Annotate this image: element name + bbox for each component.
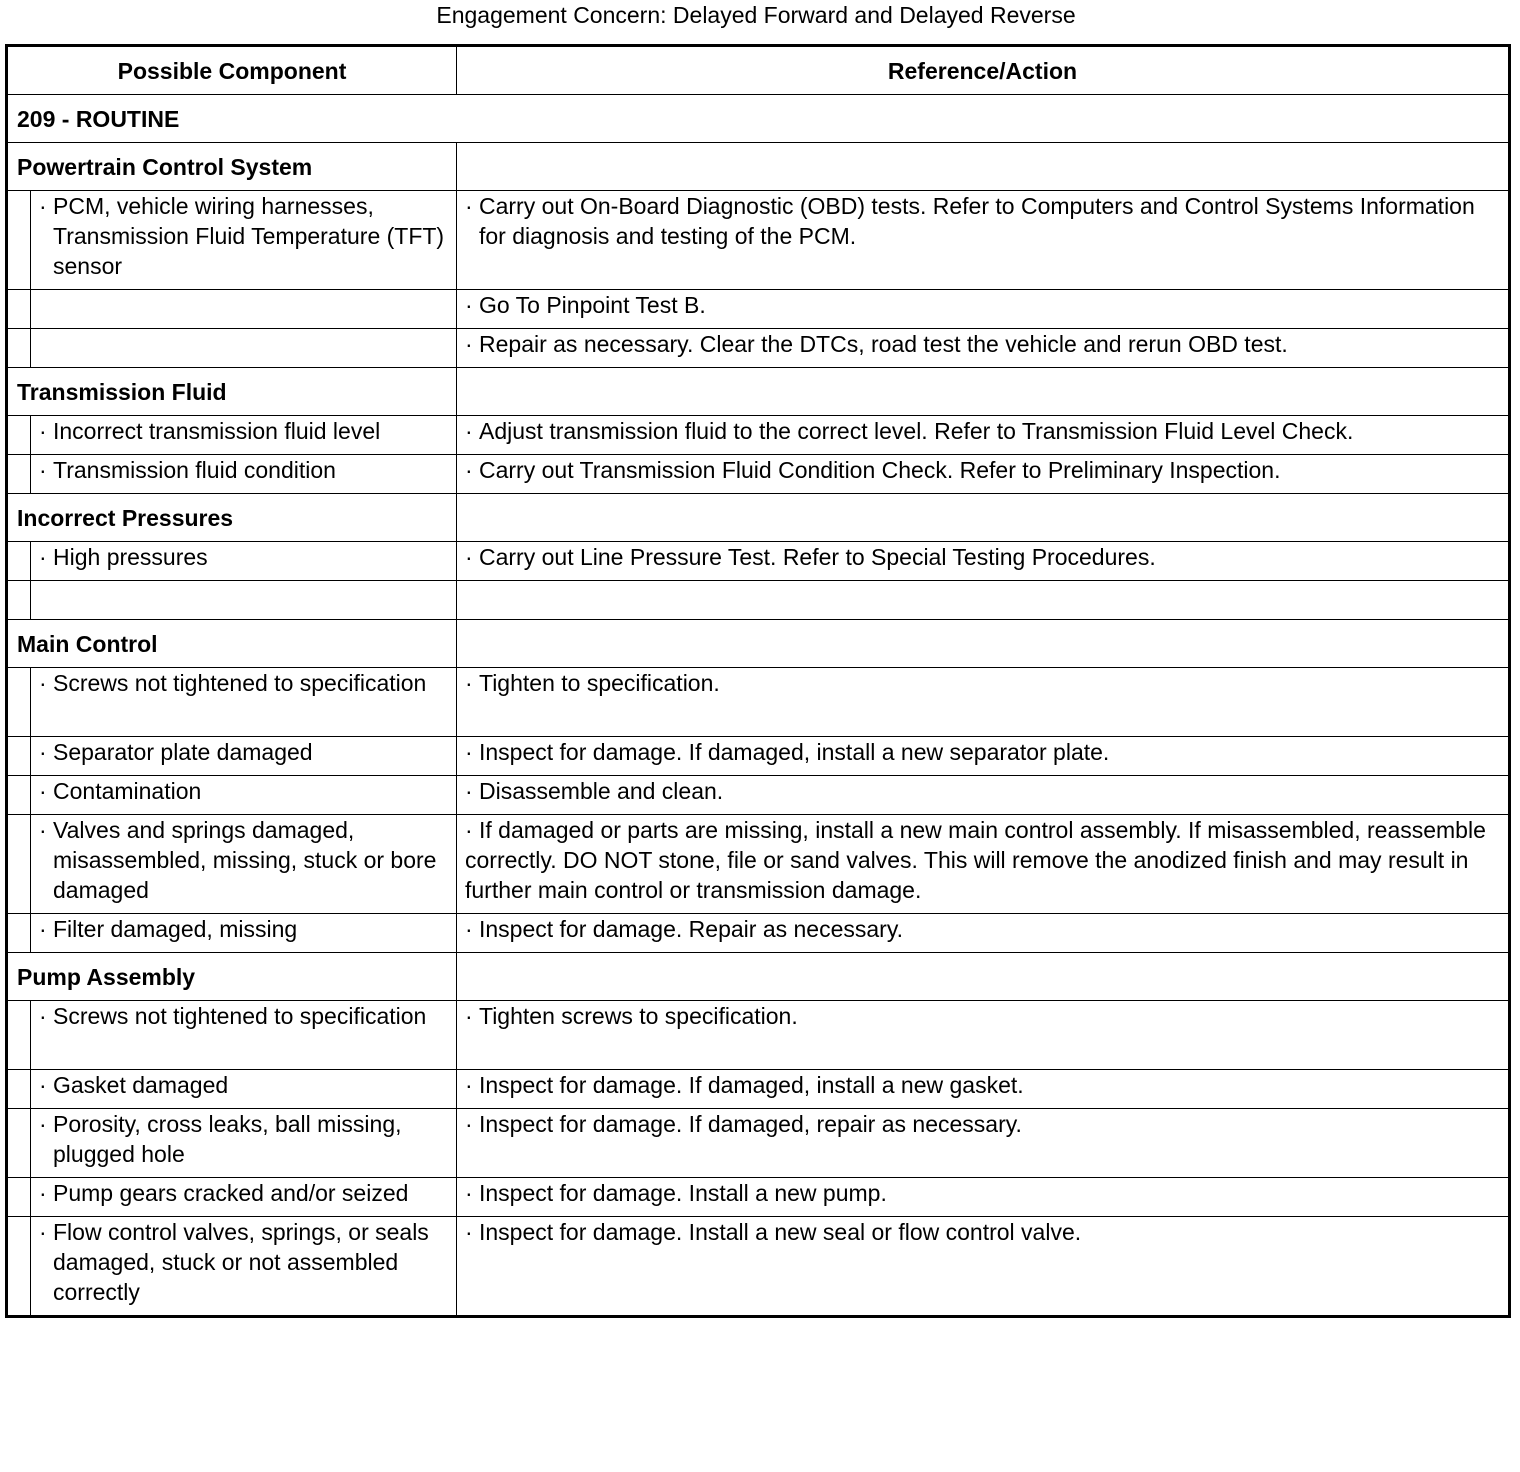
- action-item: [465, 1217, 1500, 1247]
- action-item: [465, 815, 1500, 905]
- action-cell: [457, 914, 1510, 953]
- bullet-dot: ·: [465, 1180, 473, 1206]
- action-item: [465, 542, 1500, 572]
- action-item: [465, 191, 1500, 251]
- table-row: [7, 542, 1510, 581]
- bullet-dot: ·: [39, 670, 47, 696]
- action-text: Inspect for damage. Install a new seal or flow control valve.: [479, 1219, 1082, 1245]
- table-row: [7, 1070, 1510, 1109]
- component-cell: [31, 581, 457, 620]
- component-item: [39, 1109, 448, 1169]
- action-text: Disassemble and clean.: [479, 778, 724, 804]
- component-item: [39, 455, 448, 485]
- action-text: Carry out Transmission Fluid Condition Check. Refer to Preliminary Inspection.: [479, 457, 1281, 483]
- indent-cell: [7, 329, 31, 368]
- action-cell: [457, 815, 1510, 914]
- action-cell: [457, 1178, 1510, 1217]
- indent-cell: [7, 416, 31, 455]
- group-row-incorrect-pressures: [7, 494, 1510, 542]
- component-item: [39, 542, 448, 572]
- component-cell: [31, 668, 457, 737]
- bullet-dot: ·: [465, 544, 473, 570]
- table-row: [7, 1178, 1510, 1217]
- action-item: [465, 1109, 1500, 1139]
- table-row: [7, 329, 1510, 368]
- component-cell: [31, 815, 457, 914]
- action-cell: [457, 191, 1510, 290]
- action-cell: [457, 329, 1510, 368]
- indent-cell: [7, 581, 31, 620]
- table-row: [7, 1109, 1510, 1178]
- bullet-dot: ·: [465, 331, 473, 357]
- indent-cell: [7, 542, 31, 581]
- header-row: [7, 46, 1510, 95]
- indent-cell: [7, 455, 31, 494]
- action-item: [465, 290, 1500, 320]
- component-item: [39, 191, 448, 281]
- bullet-dot: ·: [39, 778, 47, 804]
- table-row: [7, 455, 1510, 494]
- table-row: [7, 191, 1510, 290]
- component-item: [39, 737, 448, 767]
- table-row: [7, 737, 1510, 776]
- action-text: Carry out On-Board Diagnostic (OBD) tests. Refer to Computers and Control Systems Information for diagnosis and testing of the PCM.: [479, 193, 1475, 249]
- bullet-dot: ·: [39, 1219, 47, 1245]
- indent-cell: [7, 1109, 31, 1178]
- component-cell: [31, 542, 457, 581]
- component-text: Porosity, cross leaks, ball missing, plugged hole: [53, 1111, 402, 1167]
- component-item: [39, 1070, 448, 1100]
- component-text: Incorrect transmission fluid level: [53, 418, 381, 444]
- action-cell: [457, 1109, 1510, 1178]
- component-cell: [31, 191, 457, 290]
- action-cell: [457, 542, 1510, 581]
- bullet-dot: ·: [39, 739, 47, 765]
- action-item: [465, 455, 1500, 485]
- indent-cell: [7, 191, 31, 290]
- action-item: [465, 1178, 1500, 1208]
- group-spacer: [457, 620, 1510, 668]
- table-row: [7, 668, 1510, 737]
- table-row: [7, 914, 1510, 953]
- table-caption: Engagement Concern: Delayed Forward and Delayed Reverse: [436, 2, 1076, 28]
- bullet-dot: ·: [465, 1003, 473, 1029]
- bullet-dot: ·: [465, 457, 473, 483]
- component-cell: [31, 290, 457, 329]
- group-spacer: [457, 143, 1510, 191]
- component-item: [39, 668, 448, 698]
- component-cell: [31, 1217, 457, 1317]
- indent-cell: [7, 815, 31, 914]
- component-text: Transmission fluid condition: [53, 457, 336, 483]
- action-text: Inspect for damage. If damaged, repair as necessary.: [479, 1111, 1022, 1137]
- component-cell: [31, 737, 457, 776]
- action-item: [465, 329, 1500, 359]
- action-text: Inspect for damage. Repair as necessary.: [479, 916, 904, 942]
- component-text: Flow control valves, springs, or seals damaged, stuck or not assembled correctly: [53, 1219, 429, 1305]
- bullet-dot: ·: [465, 670, 473, 696]
- action-cell: [457, 416, 1510, 455]
- group-spacer: [457, 953, 1510, 1001]
- component-text: Valves and springs damaged, misassembled, missing, stuck or bore damaged: [53, 817, 437, 903]
- component-item: [39, 416, 448, 446]
- component-text: Pump gears cracked and/or seized: [53, 1180, 409, 1206]
- component-item: [39, 1001, 448, 1031]
- component-text: Screws not tightened to specification: [53, 670, 427, 696]
- component-text: PCM, vehicle wiring harnesses, Transmission Fluid Temperature (TFT) sensor: [53, 193, 445, 279]
- action-item: [465, 776, 1500, 806]
- bullet-dot: ·: [465, 778, 473, 804]
- indent-cell: [7, 914, 31, 953]
- group-title: Transmission Fluid: [7, 368, 457, 416]
- action-cell: [457, 776, 1510, 815]
- indent-cell: [7, 1178, 31, 1217]
- component-item: [39, 1217, 448, 1307]
- bullet-dot: ·: [39, 418, 47, 444]
- bullet-dot: ·: [39, 1111, 47, 1137]
- indent-cell: [7, 1001, 31, 1070]
- component-item: [39, 1178, 448, 1208]
- component-cell: [31, 455, 457, 494]
- action-item: [465, 1070, 1500, 1100]
- bullet-dot: ·: [39, 1072, 47, 1098]
- action-text: If damaged or parts are missing, install a new main control assembly. If misassembled, reassemble correctly. DO NOT stone, file or sand valves. This will remove the anodized finish and may result in further main control or transmission damage.: [465, 817, 1486, 903]
- component-text: Separator plate damaged: [53, 739, 313, 765]
- action-cell: [457, 290, 1510, 329]
- table-row: [7, 815, 1510, 914]
- bullet-dot: ·: [465, 916, 473, 942]
- group-spacer: [457, 494, 1510, 542]
- bullet-dot: ·: [465, 1072, 473, 1098]
- action-text: Go To Pinpoint Test B.: [479, 292, 706, 318]
- component-cell: [31, 329, 457, 368]
- indent-cell: [7, 290, 31, 329]
- component-text: Contamination: [53, 778, 202, 804]
- table-row: [7, 1217, 1510, 1317]
- group-row-main-control: [7, 620, 1510, 668]
- section-title: 209 - ROUTINE: [7, 95, 1510, 143]
- group-row-pump-assembly: [7, 953, 1510, 1001]
- header-possible-component: Possible Component: [7, 46, 457, 95]
- bullet-dot: ·: [39, 916, 47, 942]
- component-text: High pressures: [53, 544, 208, 570]
- action-cell: [457, 668, 1510, 737]
- action-text: Tighten screws to specification.: [479, 1003, 798, 1029]
- indent-cell: [7, 737, 31, 776]
- component-text: Gasket damaged: [53, 1072, 229, 1098]
- bullet-dot: ·: [39, 1003, 47, 1029]
- group-title: Pump Assembly: [7, 953, 457, 1001]
- action-text: Tighten to specification.: [479, 670, 720, 696]
- component-item: [39, 815, 448, 905]
- component-cell: [31, 1070, 457, 1109]
- bullet-dot: ·: [39, 1180, 47, 1206]
- bullet-dot: ·: [465, 739, 473, 765]
- bullet-dot: ·: [39, 457, 47, 483]
- bullet-dot: ·: [465, 292, 473, 318]
- bullet-dot: ·: [465, 1219, 473, 1245]
- action-text: Inspect for damage. If damaged, install a new separator plate.: [479, 739, 1110, 765]
- group-title: Main Control: [7, 620, 457, 668]
- component-item: [39, 776, 448, 806]
- action-item: [465, 416, 1500, 446]
- header-reference-action: Reference/Action: [457, 46, 1510, 95]
- component-text: Filter damaged, missing: [53, 916, 298, 942]
- component-cell: [31, 1001, 457, 1070]
- indent-cell: [7, 1070, 31, 1109]
- component-cell: [31, 1178, 457, 1217]
- table-row: [7, 290, 1510, 329]
- table-row-empty: [7, 581, 1510, 620]
- action-text: Carry out Line Pressure Test. Refer to Special Testing Procedures.: [479, 544, 1156, 570]
- group-spacer: [457, 368, 1510, 416]
- bullet-dot: ·: [39, 544, 47, 570]
- indent-cell: [7, 776, 31, 815]
- action-cell: [457, 1217, 1510, 1317]
- bullet-dot: ·: [39, 193, 47, 219]
- action-text: Inspect for damage. Install a new pump.: [479, 1180, 887, 1206]
- action-item: [465, 1001, 1500, 1031]
- action-text: Repair as necessary. Clear the DTCs, road test the vehicle and rerun OBD test.: [479, 331, 1288, 357]
- component-item: [39, 914, 448, 944]
- component-cell: [31, 416, 457, 455]
- indent-cell: [7, 1217, 31, 1317]
- action-cell: [457, 1001, 1510, 1070]
- bullet-dot: ·: [465, 418, 473, 444]
- action-item: [465, 737, 1500, 767]
- group-row-transmission-fluid: [7, 368, 1510, 416]
- indent-cell: [7, 668, 31, 737]
- action-text: Inspect for damage. If damaged, install a new gasket.: [479, 1072, 1024, 1098]
- component-cell: [31, 776, 457, 815]
- action-cell: [457, 581, 1510, 620]
- bullet-dot: ·: [39, 817, 47, 843]
- action-cell: [457, 1070, 1510, 1109]
- diagnosis-table: [5, 44, 1511, 1318]
- component-text: Screws not tightened to specification: [53, 1003, 427, 1029]
- action-cell: [457, 737, 1510, 776]
- group-row-powertrain-control-system: [7, 143, 1510, 191]
- component-cell: [31, 1109, 457, 1178]
- action-text: Adjust transmission fluid to the correct level. Refer to Transmission Fluid Level Check.: [479, 418, 1354, 444]
- group-title: Incorrect Pressures: [7, 494, 457, 542]
- bullet-dot: ·: [465, 193, 473, 219]
- bullet-dot: ·: [465, 817, 473, 843]
- section-row: [7, 95, 1510, 143]
- action-item: [465, 914, 1500, 944]
- table-row: [7, 776, 1510, 815]
- action-item: [465, 668, 1500, 698]
- table-row: [7, 1001, 1510, 1070]
- action-cell: [457, 455, 1510, 494]
- component-cell: [31, 914, 457, 953]
- bullet-dot: ·: [465, 1111, 473, 1137]
- table-row: [7, 416, 1510, 455]
- group-title: Powertrain Control System: [7, 143, 457, 191]
